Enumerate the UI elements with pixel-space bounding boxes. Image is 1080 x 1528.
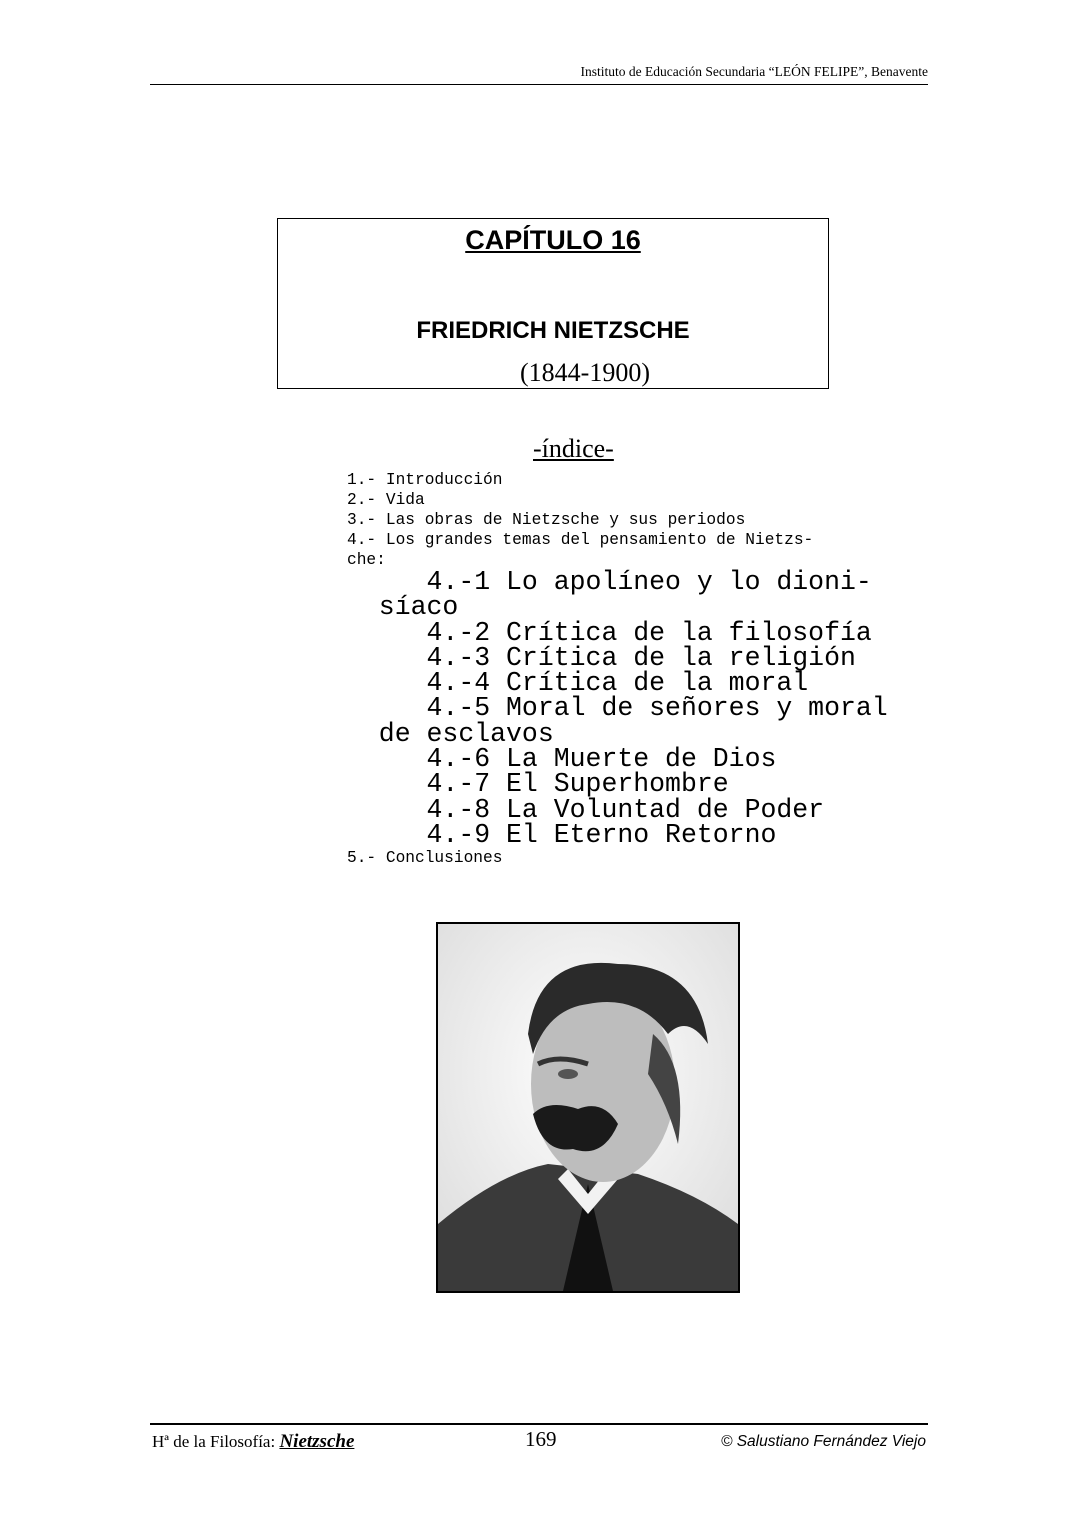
toc-line: 1.- Introducción [347, 471, 503, 489]
toc-subline: 4.-9 El Eterno Retorno [347, 819, 777, 850]
footer-subject: Nietzsche [279, 1431, 355, 1452]
toc-subline: 4.-7 El Superhombre [347, 769, 729, 800]
toc-subline: de esclavos [347, 718, 554, 749]
life-dates: (1844-1900) [520, 358, 650, 387]
philosopher-name: FRIEDRICH NIETZSCHE [416, 317, 690, 344]
toc-subline: 4.-6 La Muerte de Dios [347, 744, 777, 775]
toc-line: che: [347, 551, 386, 569]
toc-subline: 4.-2 Crítica de la filosofía [347, 617, 872, 648]
index-heading: -índice- [533, 434, 614, 463]
toc-subline: síaco [347, 592, 459, 623]
toc-subline: 4.-4 Crítica de la moral [347, 668, 809, 699]
chapter-heading: CAPÍTULO 16 [465, 225, 641, 255]
portrait-photo [436, 922, 740, 1293]
toc-line: 2.- Vida [347, 491, 425, 509]
toc-line: 4.- Los grandes temas del pensamiento de Nietzs- [347, 531, 814, 549]
page-number: 169 [525, 1427, 557, 1451]
page-footer [150, 1423, 928, 1465]
chapter-title-box [277, 218, 829, 389]
table-of-contents [347, 470, 888, 868]
footer-subject-prefix: Hª de la Filosofía: [152, 1432, 280, 1451]
toc-subline: 4.-1 Lo apolíneo y lo dioni- [347, 567, 872, 597]
toc-line: 5.- Conclusiones [347, 849, 503, 868]
toc-subline: 4.-3 Crítica de la religión [347, 642, 856, 673]
toc-line: 3.- Las obras de Nietzsche y sus periodos [347, 511, 746, 529]
page-header: Instituto de Educación Secundaria “LEÓN FELIPE”, Benavente [150, 64, 928, 85]
toc-subline: 4.-8 La Voluntad de Poder [347, 794, 825, 825]
toc-subline: 4.-5 Moral de señores y moral [347, 693, 888, 724]
footer-author: © Salustiano Fernández Viejo [720, 1433, 926, 1450]
